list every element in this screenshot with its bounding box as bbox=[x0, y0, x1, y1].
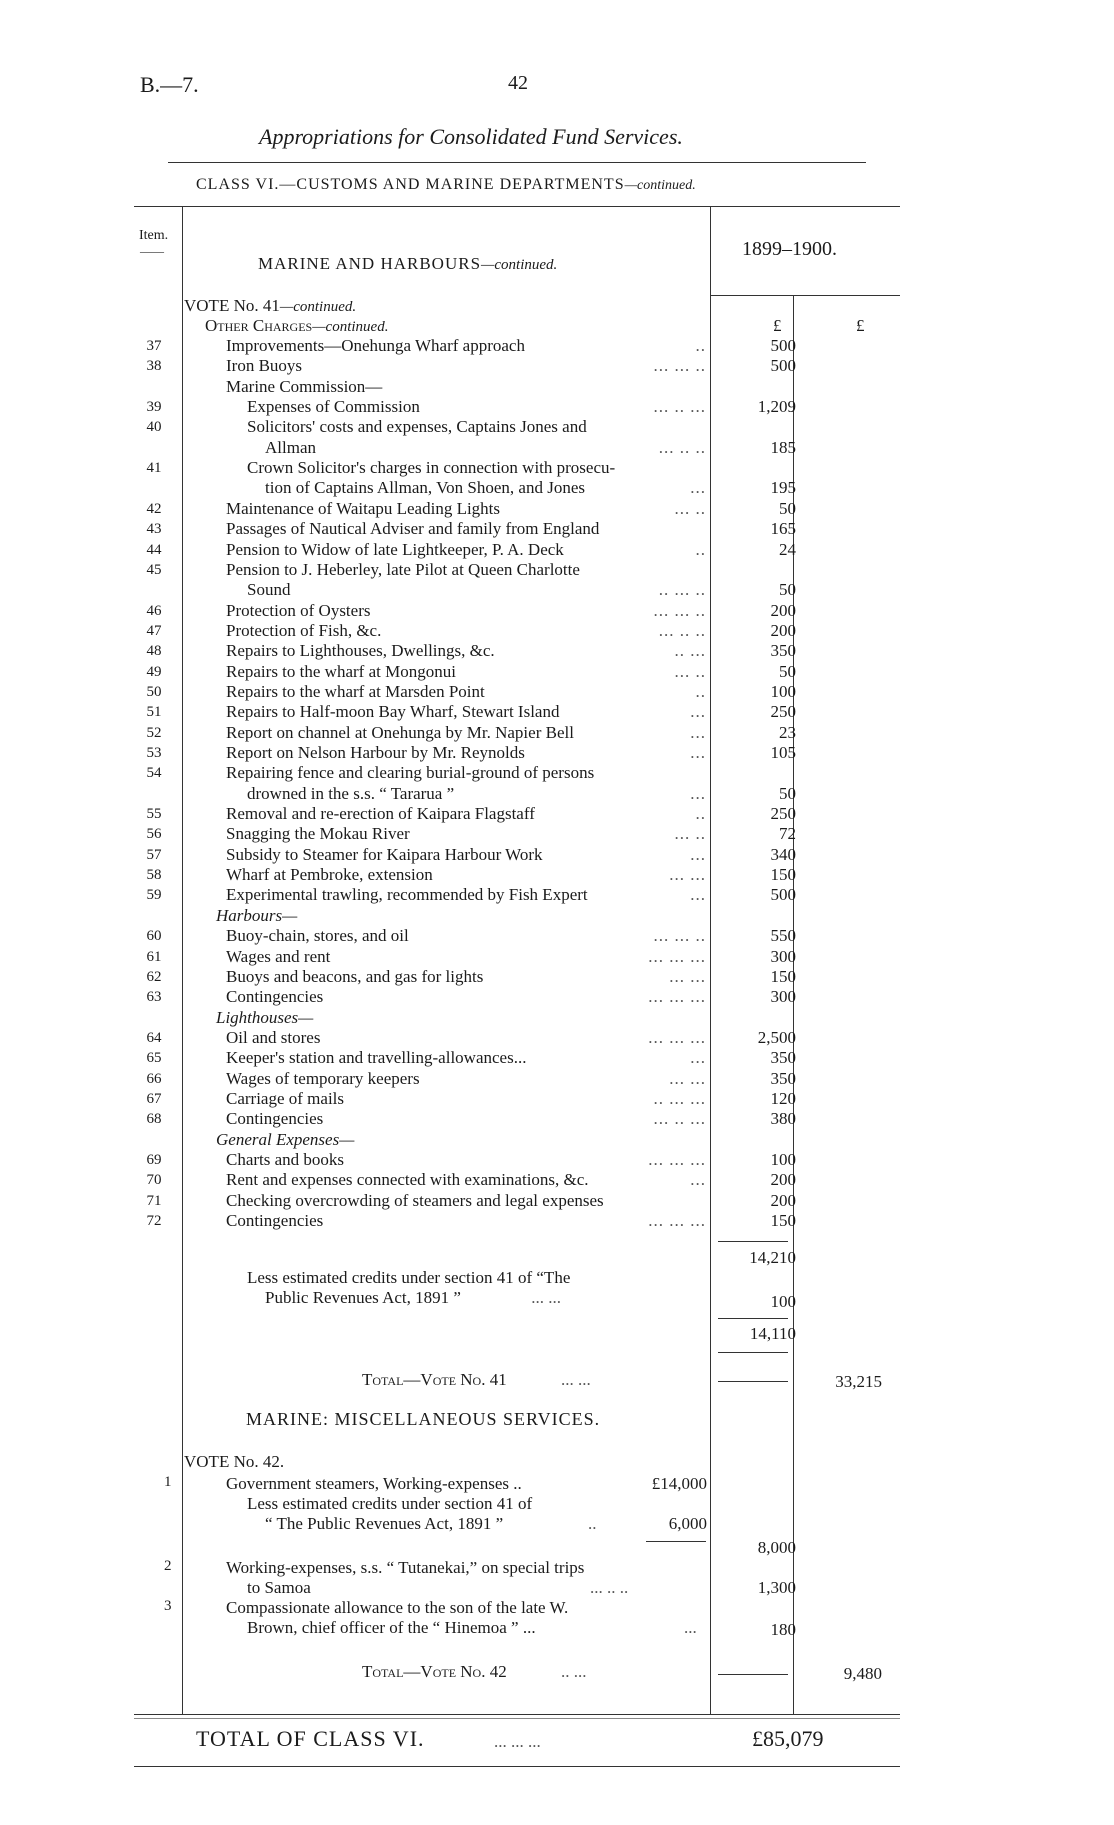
table-row bbox=[0, 580, 1114, 600]
item-description: Maintenance of Waitapu Leading Lights bbox=[226, 499, 501, 518]
item-description: Contingencies bbox=[226, 987, 324, 1006]
leader-dots: ... bbox=[690, 784, 706, 803]
rule-under-title bbox=[168, 162, 866, 163]
leader-dots: ... ... .. bbox=[653, 926, 706, 945]
table-row bbox=[0, 804, 1114, 824]
item-number: 71 bbox=[146, 1193, 162, 1209]
item-description: Oil and stores bbox=[226, 1028, 321, 1047]
item-amount: 50 bbox=[779, 580, 796, 599]
vote-42-item-2-number: 2 bbox=[164, 1558, 172, 1574]
item-number: 53 bbox=[146, 745, 162, 761]
item-number: 56 bbox=[146, 826, 162, 842]
item-description: General Expenses— bbox=[216, 1130, 355, 1149]
vote-42-item-1-rule bbox=[646, 1541, 706, 1542]
vote-42-item-3-number: 3 bbox=[164, 1598, 172, 1614]
item-description: Marine Commission— bbox=[226, 377, 383, 396]
item-description: Snagging the Mokau River bbox=[226, 824, 410, 843]
item-amount: 195 bbox=[770, 478, 796, 497]
total-vote-41-rule bbox=[718, 1381, 788, 1382]
vote-42-item-2-amount: 1,300 bbox=[757, 1578, 796, 1597]
item-description: Contingencies bbox=[226, 1211, 324, 1230]
vote-41-label: VOTE No. 41 bbox=[184, 296, 280, 315]
item-number: 55 bbox=[146, 806, 162, 822]
section-heading bbox=[258, 254, 557, 274]
table-row bbox=[0, 336, 1114, 356]
item-amount: 500 bbox=[770, 356, 796, 375]
item-amount: 150 bbox=[770, 967, 796, 986]
vote-42-item-3-line-1: Compassionate allowance to the son of the late W. bbox=[226, 1598, 569, 1617]
item-number: 39 bbox=[146, 399, 162, 415]
subtotal-rule-1 bbox=[718, 1241, 788, 1242]
leader-dots: .. bbox=[695, 682, 706, 701]
item-amount: 50 bbox=[779, 662, 796, 681]
item-amount: 50 bbox=[779, 499, 796, 518]
class-total-amount: £85,079 bbox=[752, 1726, 824, 1751]
misc-services-heading: MARINE: MISCELLANEOUS SERVICES. bbox=[246, 1409, 601, 1429]
vote-42-item-1-net: 8,000 bbox=[757, 1538, 796, 1557]
item-description: Keeper's station and travelling-allowances... bbox=[226, 1048, 527, 1067]
table-row bbox=[0, 1170, 1114, 1190]
table-row bbox=[0, 906, 1114, 926]
item-amount: 300 bbox=[770, 947, 796, 966]
table-row bbox=[0, 947, 1114, 967]
vote-41-heading bbox=[184, 296, 356, 316]
leader-dots: ... ... ... bbox=[648, 1150, 706, 1169]
vote-42-item-1-less-dots: .. bbox=[588, 1514, 597, 1533]
table-row bbox=[0, 885, 1114, 905]
item-description: Buoys and beacons, and gas for lights bbox=[226, 967, 484, 986]
item-number: 49 bbox=[146, 664, 162, 680]
item-number: 72 bbox=[146, 1213, 162, 1229]
item-number: 50 bbox=[146, 684, 162, 700]
total-vote-42-rule bbox=[718, 1674, 788, 1675]
page-title: Appropriations for Consolidated Fund Services. bbox=[259, 124, 683, 149]
leader-dots: ... bbox=[690, 1170, 706, 1189]
rule-above-class-total bbox=[134, 1714, 900, 1715]
item-header-dash: —— bbox=[140, 244, 164, 258]
item-description: Charts and books bbox=[226, 1150, 345, 1169]
table-row bbox=[0, 499, 1114, 519]
section-heading-continued: —continued. bbox=[481, 257, 558, 273]
item-number: 59 bbox=[146, 887, 162, 903]
table-row bbox=[0, 478, 1114, 498]
vote-42-item-1-less-2: “ The Public Revenues Act, 1891 ” bbox=[265, 1514, 504, 1533]
item-description: Protection of Oysters bbox=[226, 601, 371, 620]
table-row bbox=[0, 682, 1114, 702]
table-row bbox=[0, 743, 1114, 763]
item-number: 47 bbox=[146, 623, 162, 639]
class-heading-continued: —continued. bbox=[624, 178, 696, 193]
table-row bbox=[0, 458, 1114, 478]
table-row bbox=[0, 865, 1114, 885]
table-row bbox=[0, 438, 1114, 458]
leader-dots: ... bbox=[690, 478, 706, 497]
item-number: 38 bbox=[146, 358, 162, 374]
item-description: Protection of Fish, &c. bbox=[226, 621, 382, 640]
item-description: Repairs to the wharf at Marsden Point bbox=[226, 682, 485, 701]
item-description: Solicitors' costs and expenses, Captains Jones and bbox=[247, 417, 587, 436]
item-description: Removal and re-erection of Kaipara Flagstaff bbox=[226, 804, 535, 823]
item-amount: 23 bbox=[779, 723, 796, 742]
item-number: 43 bbox=[146, 521, 162, 537]
leader-dots: ... bbox=[690, 845, 706, 864]
item-header: Item. bbox=[139, 228, 169, 243]
less-credits-act: Public Revenues Act, 1891 ” bbox=[265, 1288, 461, 1307]
item-amount: 350 bbox=[770, 641, 796, 660]
class-heading bbox=[196, 176, 696, 194]
leader-dots: ... ... ... bbox=[648, 947, 706, 966]
item-description: Wages of temporary keepers bbox=[226, 1069, 420, 1088]
item-amount: 100 bbox=[770, 1150, 796, 1169]
pound-sign-column-2: £ bbox=[856, 316, 865, 335]
item-amount: 150 bbox=[770, 865, 796, 884]
less-credits-dots: ... ... bbox=[531, 1288, 561, 1307]
leader-dots: ... .. ... bbox=[653, 1109, 706, 1128]
total-vote-41-number: —Vote No. 41 bbox=[403, 1370, 507, 1389]
leader-dots: ... ... bbox=[669, 1069, 706, 1088]
vote-42-item-3-amount: 180 bbox=[770, 1620, 796, 1639]
table-row bbox=[0, 377, 1114, 397]
vote-42-item-1-less-1: Less estimated credits under section 41 of bbox=[247, 1494, 533, 1513]
total-vote-42-label bbox=[362, 1662, 586, 1682]
item-amount: 105 bbox=[770, 743, 796, 762]
item-number: 69 bbox=[146, 1152, 162, 1168]
table-row bbox=[0, 1048, 1114, 1068]
less-credits-line-1: Less estimated credits under section 41 of “The bbox=[247, 1268, 571, 1287]
table-row bbox=[0, 1028, 1114, 1048]
item-description: Lighthouses— bbox=[216, 1008, 314, 1027]
table-row bbox=[0, 417, 1114, 437]
leader-dots: .. bbox=[695, 540, 706, 559]
table-row bbox=[0, 723, 1114, 743]
section-heading-main: MARINE AND HARBOURS bbox=[258, 254, 482, 273]
item-amount: 200 bbox=[770, 1191, 796, 1210]
less-credits-amount: 100 bbox=[770, 1292, 796, 1311]
leader-dots: ... ... .. bbox=[653, 601, 706, 620]
item-amount: 500 bbox=[770, 885, 796, 904]
table-row bbox=[0, 1109, 1114, 1129]
item-amount: 200 bbox=[770, 1170, 796, 1189]
item-description: tion of Captains Allman, Von Shoen, and Jones bbox=[265, 478, 586, 497]
class-total-dots: ... ... ... bbox=[494, 1732, 541, 1751]
item-description: Repairing fence and clearing burial-ground of persons bbox=[226, 763, 595, 782]
total-vote-41-dots: ... ... bbox=[560, 1370, 591, 1389]
item-number: 52 bbox=[146, 725, 162, 741]
item-amount: 350 bbox=[770, 1069, 796, 1088]
table-row bbox=[0, 1089, 1114, 1109]
page-number: 42 bbox=[508, 72, 528, 94]
leader-dots: ... .. bbox=[674, 824, 706, 843]
item-number: 48 bbox=[146, 643, 162, 659]
item-amount: 72 bbox=[779, 824, 796, 843]
table-row bbox=[0, 1008, 1114, 1028]
table-row bbox=[0, 784, 1114, 804]
class-heading-main: CLASS VI.—CUSTOMS AND MARINE DEPARTMENTS bbox=[196, 176, 625, 193]
item-number: 40 bbox=[146, 419, 162, 435]
year-heading: 1899–1900. bbox=[742, 238, 837, 260]
leader-dots: ... .. .. bbox=[658, 621, 706, 640]
item-number: 54 bbox=[146, 765, 162, 781]
table-row bbox=[0, 1211, 1114, 1231]
item-number: 51 bbox=[146, 704, 162, 720]
leader-dots: ... .. bbox=[674, 662, 706, 681]
item-description: Repairs to the wharf at Mongonui bbox=[226, 662, 456, 681]
item-description: Expenses of Commission bbox=[247, 397, 420, 416]
less-credits-line-2 bbox=[265, 1288, 561, 1308]
leader-dots: ... .. ... bbox=[653, 397, 706, 416]
table-row bbox=[0, 641, 1114, 661]
item-description: Buoy-chain, stores, and oil bbox=[226, 926, 409, 945]
total-vote-41-word: Total bbox=[362, 1370, 404, 1389]
item-description: Sound bbox=[247, 580, 291, 599]
item-amount: 120 bbox=[770, 1089, 796, 1108]
rule-above-class-total-2 bbox=[134, 1718, 900, 1719]
item-number: 68 bbox=[146, 1111, 162, 1127]
leader-dots: ... ... bbox=[669, 865, 706, 884]
item-number: 46 bbox=[146, 603, 162, 619]
rule-under-class bbox=[134, 206, 900, 207]
leader-dots: ... bbox=[690, 743, 706, 762]
leader-dots: ... bbox=[690, 885, 706, 904]
item-number: 63 bbox=[146, 989, 162, 1005]
item-description: Wharf at Pembroke, extension bbox=[226, 865, 433, 884]
rule-below-class-total bbox=[134, 1766, 900, 1767]
vote-42-item-1-text: Government steamers, Working-expenses .. bbox=[226, 1474, 522, 1493]
item-amount: 500 bbox=[770, 336, 796, 355]
item-description: Report on channel at Onehunga by Mr. Napier Bell bbox=[226, 723, 574, 742]
total-vote-42-word: Total bbox=[362, 1662, 404, 1681]
leader-dots: .. ... bbox=[674, 641, 706, 660]
table-row bbox=[0, 519, 1114, 539]
item-amount: 300 bbox=[770, 987, 796, 1006]
item-amount: 380 bbox=[770, 1109, 796, 1128]
item-number: 62 bbox=[146, 969, 162, 985]
leader-dots: .. bbox=[695, 804, 706, 823]
item-amount: 550 bbox=[770, 926, 796, 945]
table-row bbox=[0, 1191, 1114, 1211]
item-description: Wages and rent bbox=[226, 947, 331, 966]
item-description: Rent and expenses connected with examinations, &c. bbox=[226, 1170, 589, 1189]
leader-dots: ... bbox=[690, 1048, 706, 1067]
item-number: 45 bbox=[146, 562, 162, 578]
item-amount: 24 bbox=[779, 540, 796, 559]
vote-42-item-3-dots: ... bbox=[684, 1618, 697, 1637]
item-amount: 340 bbox=[770, 845, 796, 864]
item-amount: 185 bbox=[770, 438, 796, 457]
item-amount: 1,209 bbox=[757, 397, 796, 416]
item-description: Passages of Nautical Adviser and family from England bbox=[226, 519, 600, 538]
class-total-label: TOTAL OF CLASS VI. bbox=[196, 1726, 425, 1751]
other-charges-continued: —continued. bbox=[312, 319, 389, 335]
table-row bbox=[0, 560, 1114, 580]
item-number: 57 bbox=[146, 847, 162, 863]
table-row bbox=[0, 1069, 1114, 1089]
item-number: 58 bbox=[146, 867, 162, 883]
item-description: Iron Buoys bbox=[226, 356, 303, 375]
table-row bbox=[0, 987, 1114, 1007]
item-amount: 150 bbox=[770, 1211, 796, 1230]
total-vote-41-amount: 33,215 bbox=[835, 1372, 882, 1391]
table-row bbox=[0, 824, 1114, 844]
vote-42-item-1-number: 1 bbox=[164, 1474, 172, 1490]
vote-42-item-2-dots: ... .. .. bbox=[590, 1578, 629, 1597]
leader-dots: .. ... .. bbox=[658, 580, 706, 599]
subtotal-rule-3 bbox=[718, 1352, 788, 1353]
item-description: Carriage of mails bbox=[226, 1089, 345, 1108]
vote-42-item-1-gross: £14,000 bbox=[651, 1474, 707, 1493]
leader-dots: ... ... ... bbox=[648, 1211, 706, 1230]
total-vote-42-amount: 9,480 bbox=[843, 1664, 882, 1683]
item-amount: 2,500 bbox=[757, 1028, 796, 1047]
vote-42-item-2-line-2: to Samoa bbox=[247, 1578, 311, 1597]
item-number: 66 bbox=[146, 1071, 162, 1087]
item-number: 42 bbox=[146, 501, 162, 517]
leader-dots: ... .. .. bbox=[658, 438, 706, 457]
table-row bbox=[0, 601, 1114, 621]
table-row bbox=[0, 926, 1114, 946]
item-amount: 100 bbox=[770, 682, 796, 701]
item-amount: 200 bbox=[770, 621, 796, 640]
item-number: 44 bbox=[146, 542, 162, 558]
page-ref: B.—7. bbox=[140, 72, 199, 97]
item-number: 41 bbox=[146, 460, 162, 476]
leader-dots: .. ... ... bbox=[653, 1089, 706, 1108]
item-number: 61 bbox=[146, 949, 162, 965]
item-number: 37 bbox=[146, 338, 162, 354]
leader-dots: ... ... bbox=[669, 967, 706, 986]
item-description: Subsidy to Steamer for Kaipara Harbour Work bbox=[226, 845, 543, 864]
item-amount: 350 bbox=[770, 1048, 796, 1067]
table-row bbox=[0, 1150, 1114, 1170]
item-description: Harbours— bbox=[216, 906, 298, 925]
item-description: Contingencies bbox=[226, 1109, 324, 1128]
table-row bbox=[0, 1130, 1114, 1150]
item-number: 70 bbox=[146, 1172, 162, 1188]
table-row bbox=[0, 540, 1114, 560]
other-charges-label: Other Charges bbox=[205, 316, 313, 335]
item-description: Improvements—Onehunga Wharf approach bbox=[226, 336, 525, 355]
table-row bbox=[0, 845, 1114, 865]
item-description: Repairs to Lighthouses, Dwellings, &c. bbox=[226, 641, 495, 660]
leader-dots: ... ... .. bbox=[653, 356, 706, 375]
vote-42-item-3-line-2: Brown, chief officer of the “ Hinemoa ” ... bbox=[247, 1618, 536, 1637]
item-number: 67 bbox=[146, 1091, 162, 1107]
vote-42-item-1-less-amount: 6,000 bbox=[668, 1514, 707, 1533]
total-vote-42-number: —Vote No. 42 bbox=[403, 1662, 507, 1681]
vote-42-heading: VOTE No. 42. bbox=[184, 1452, 285, 1471]
table-row bbox=[0, 763, 1114, 783]
item-amount: 200 bbox=[770, 601, 796, 620]
leader-dots: ... ... ... bbox=[648, 987, 706, 1006]
total-vote-41-label bbox=[362, 1370, 591, 1390]
item-number: 65 bbox=[146, 1050, 162, 1066]
table-row bbox=[0, 621, 1114, 641]
leader-dots: ... .. bbox=[674, 499, 706, 518]
subtotal-amount: 14,210 bbox=[749, 1248, 796, 1267]
item-amount: 50 bbox=[779, 784, 796, 803]
vote-41-continued: —continued. bbox=[279, 299, 357, 315]
item-description: Allman bbox=[265, 438, 316, 457]
item-amount: 250 bbox=[770, 804, 796, 823]
vote-42-item-2-line-1: Working-expenses, s.s. “ Tutanekai,” on special trips bbox=[226, 1558, 585, 1577]
item-description: Pension to J. Heberley, late Pilot at Queen Charlotte bbox=[226, 560, 580, 579]
net-subtotal-amount: 14,110 bbox=[749, 1324, 796, 1343]
item-description: Pension to Widow of late Lightkeeper, P. A. Deck bbox=[226, 540, 564, 559]
total-vote-42-dots: .. ... bbox=[560, 1662, 587, 1681]
leader-dots: ... bbox=[690, 702, 706, 721]
item-description: Crown Solicitor's charges in connection with prosecu- bbox=[247, 458, 616, 477]
item-description: Checking overcrowding of steamers and legal expenses bbox=[226, 1191, 604, 1210]
item-amount: 250 bbox=[770, 702, 796, 721]
item-description: Experimental trawling, recommended by Fish Expert bbox=[226, 885, 588, 904]
item-description: Repairs to Half-moon Bay Wharf, Stewart Island bbox=[226, 702, 560, 721]
item-description: drowned in the s.s. “ Tararua ” bbox=[247, 784, 455, 803]
subtotal-rule-2 bbox=[718, 1318, 788, 1319]
table-row bbox=[0, 702, 1114, 722]
item-number: 64 bbox=[146, 1030, 162, 1046]
item-amount: 165 bbox=[770, 519, 796, 538]
item-description: Report on Nelson Harbour by Mr. Reynolds bbox=[226, 743, 525, 762]
table-row bbox=[0, 967, 1114, 987]
item-number: 60 bbox=[146, 928, 162, 944]
leader-dots: ... bbox=[690, 723, 706, 742]
pound-sign-column-1: £ bbox=[773, 316, 782, 335]
table-row bbox=[0, 397, 1114, 417]
leader-dots: .. bbox=[695, 336, 706, 355]
table-row bbox=[0, 662, 1114, 682]
leader-dots: ... ... ... bbox=[648, 1028, 706, 1047]
other-charges-heading bbox=[205, 316, 388, 336]
rule-under-year bbox=[710, 295, 900, 296]
table-row bbox=[0, 356, 1114, 376]
